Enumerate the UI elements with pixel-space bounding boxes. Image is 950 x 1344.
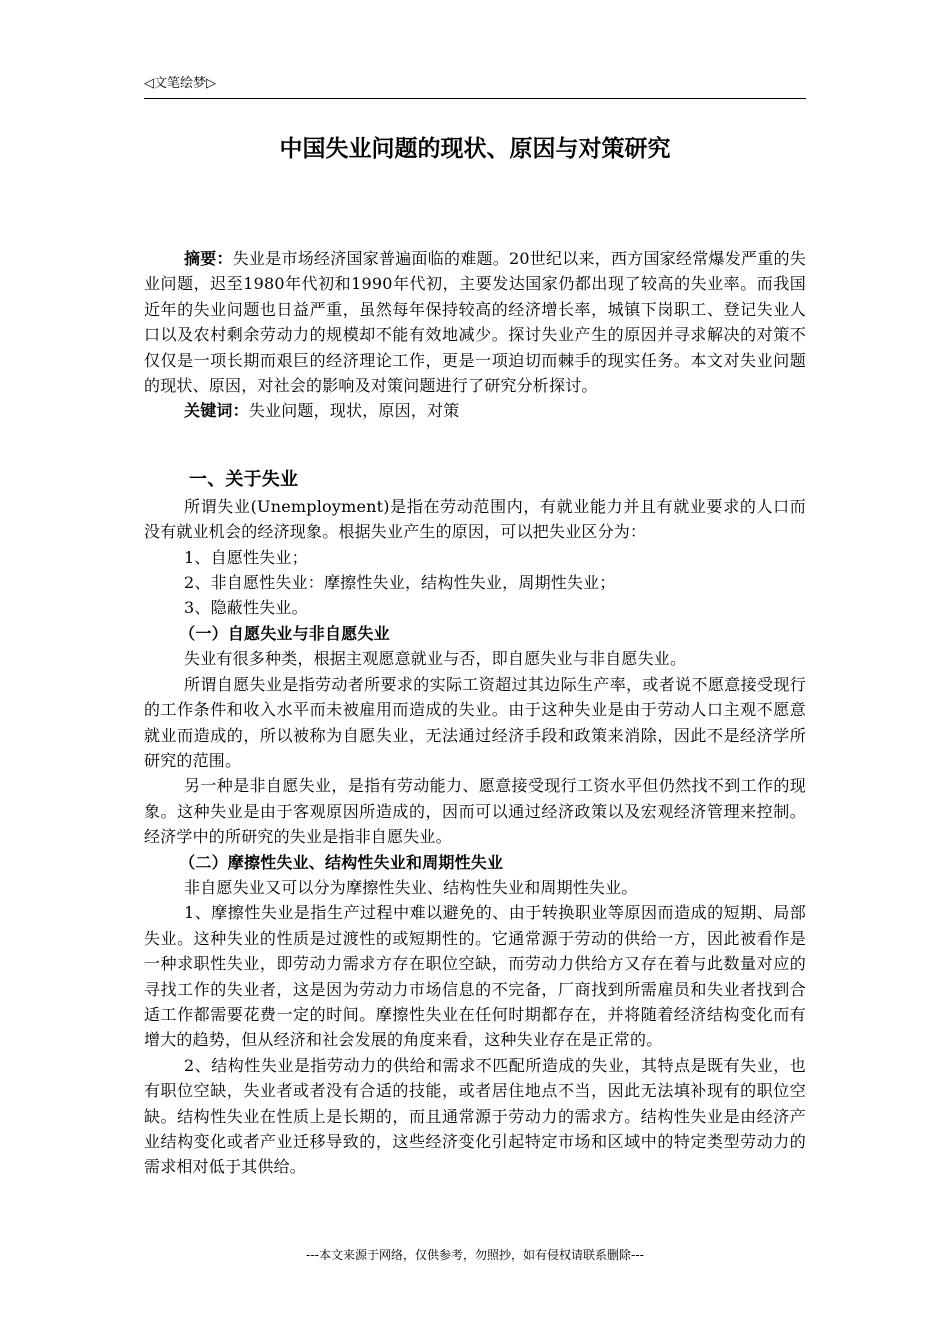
header-brand: ◁文笔绘梦▷ [144, 76, 216, 91]
type-item-2: 2、非自愿性失业：摩擦性失业，结构性失业，周期性失业； [184, 573, 616, 593]
page-header [144, 74, 806, 99]
section-intro: 所谓失业(Unemployment)是指在劳动范围内，有就业能力并且有就业要求的人口而没有就业机会的经济现象。根据失业产生的原因，可以把失业区分为： [144, 496, 806, 542]
paragraph: 所谓自愿失业是指劳动者所要求的实际工资超过其边际生产率，或者说不愿意接受现行的工作条件和收入水平而未被雇用而造成的失业。由于这种失业是由于劳动人口主观不愿意就业而造成的，所以被称为自愿失业，无法通过经济手段和政策来消除，因此不是经济学所研究的范围。 [144, 674, 806, 770]
subsection-heading-1: （一）自愿失业与非自愿失业 [179, 623, 390, 643]
paragraph: 失业有很多种类，根据主观愿意就业与否，即自愿失业与非自愿失业。 [184, 649, 687, 669]
section-heading: 一、关于失业 [189, 468, 299, 490]
subsection-heading-2: （二）摩擦性失业、结构性失业和周期性失业 [179, 852, 504, 872]
abstract-text: 失业是市场经济国家普遍面临的难题。20世纪以来，西方国家经常爆发严重的失业问题，迟至1980年代初和1990年代初，主要发达国家仍都出现了较高的失业率。而我国近年的失业问题也日益严重，虽然每年保持较高的经济增长率，城镇下岗职工、登记失业人口以及农村剩余劳动力的规模却不能有效地减少。探讨失业产生的原因并寻求解决的对策不仅仅是一项长期而艰巨的经济理论工作，更是一项迫切而棘手的现实任务。本文对失业问题的现状、原因，对社会的影响及对策问题进行了研究分析探讨。 [144, 249, 806, 396]
keywords-text: 失业问题，现状，原因，对策 [248, 401, 460, 421]
paragraph: 另一种是非自愿失业，是指有劳动能力、愿意接受现行工资水平但仍然找不到工作的现象。这种失业是由于客观原因所造成的，因而可以通过经济政策以及宏观经济管理来控制。经济学中的所研究的失业是指非自愿失业。 [144, 776, 806, 847]
document-title: 中国失业问题的现状、原因与对策研究 [279, 136, 671, 162]
abstract-paragraph [144, 246, 806, 398]
type-item-1: 1、自愿性失业； [184, 547, 308, 567]
keywords-paragraph [144, 398, 806, 423]
type-item-3: 3、隐蔽性失业。 [184, 598, 308, 618]
spacer [144, 424, 806, 466]
paragraph: 1、摩擦性失业是指生产过程中难以避免的、由于转换职业等原因而造成的短期、局部失业。这种失业的性质是过渡性的或短期性的。它通常源于劳动的供给一方，因此被看作是一种求职性失业，即劳动力需求方存在职位空缺，而劳动力供给方又存在着与此数量对应的寻找工作的失业者，这是因为劳动力市场信息的不完备，厂商找到所需雇员和失业者找到合适工作都需要花费一定的时间。摩擦性失业在任何时期都存在，并将随着经济结构变化而有增大的趋势，但从经济和社会发展的角度来看，这种失业存在是正常的。 [144, 903, 806, 1050]
page-footer: ---本文来源于网络，仅供参考，勿照抄，如有侵权请联系删除--- [306, 1248, 644, 1262]
paragraph: 非自愿失业又可以分为摩擦性失业、结构性失业和周期性失业。 [184, 877, 638, 897]
abstract-label: 摘要： [184, 249, 233, 268]
paragraph: 2、结构性失业是指劳动力的供给和需求不匹配所造成的失业，其特点是既有失业，也有职位空缺，失业者或者没有合适的技能，或者居住地点不当，因此无法填补现有的职位空缺。结构性失业在性质上是长期的，而且通常源于劳动力的需求方。结构性失业是由经济产业结构变化或者产业迁移导致的，这些经济变化引起特定市场和区域中的特定类型劳动力的需求相对低于其供给。 [144, 1055, 806, 1177]
document-body [144, 246, 806, 1180]
keywords-label: 关键词： [184, 401, 249, 421]
